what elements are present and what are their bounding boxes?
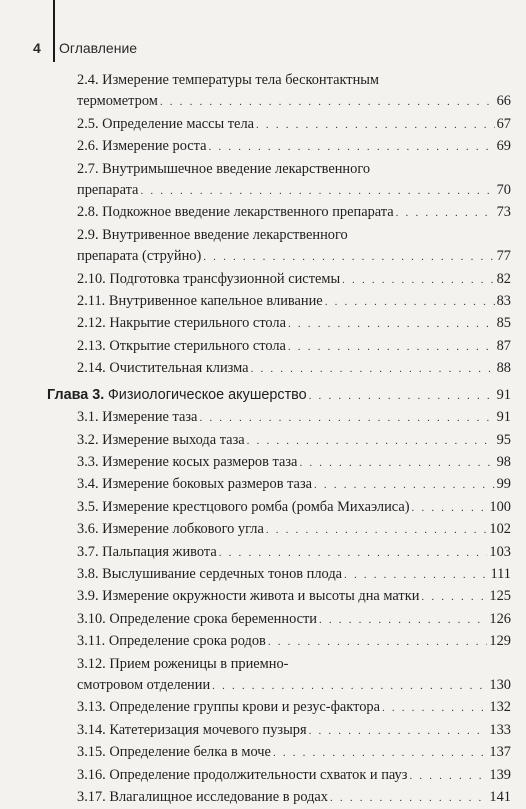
toc-entry	[77, 765, 511, 787]
toc-page-number: 85	[496, 315, 511, 332]
toc-entry	[77, 358, 511, 380]
chapter-heading	[47, 385, 511, 407]
dot-leader	[209, 137, 495, 158]
dot-leader	[330, 788, 487, 809]
dot-leader	[288, 337, 495, 358]
chapter-page-number: 91	[496, 386, 511, 403]
toc-entry	[77, 564, 511, 586]
toc-entry-title: 3.15. Определение белка в моче	[77, 744, 271, 761]
toc-page-number: 77	[496, 248, 511, 265]
toc-page-number: 70	[496, 182, 511, 199]
toc-entry	[77, 430, 511, 452]
toc-page-number: 141	[489, 789, 511, 805]
toc-entry-line	[77, 246, 511, 268]
toc-entry-title: 2.11. Внутривенное капельное вливание	[77, 293, 323, 310]
toc-entry	[77, 269, 511, 291]
toc-entry	[77, 787, 511, 809]
toc-page-number: 83	[496, 293, 511, 310]
toc-entry	[77, 497, 511, 519]
toc-entry-title: препарата	[77, 182, 139, 199]
dot-leader	[299, 453, 494, 474]
toc-entry	[77, 159, 511, 203]
toc-page-number: 103	[489, 543, 511, 560]
toc-entry	[77, 720, 511, 742]
toc-entry	[77, 313, 511, 335]
table-of-contents	[47, 70, 511, 809]
dot-leader	[342, 270, 494, 291]
toc-entry-line	[77, 519, 511, 541]
toc-entry-line	[77, 269, 511, 291]
dot-leader	[199, 408, 494, 429]
toc-page-number: 125	[489, 588, 511, 605]
toc-entry-title: термометром	[77, 93, 158, 110]
toc-page-number: 99	[496, 476, 511, 493]
toc-page-number: 69	[496, 138, 511, 155]
toc-page-number: 82	[496, 270, 511, 287]
toc-entry	[77, 631, 511, 653]
dot-leader	[256, 115, 495, 136]
toc-entry	[77, 586, 511, 608]
dot-leader	[266, 520, 488, 541]
toc-entry-line	[77, 474, 511, 496]
toc-page-number: 100	[489, 498, 511, 515]
toc-entry-title: 3.16. Определение продолжительности схваток и пауз	[77, 766, 408, 783]
dot-leader	[247, 431, 495, 452]
header-title: Оглавление	[59, 40, 138, 56]
toc-entry-line	[77, 202, 511, 224]
toc-entry-line	[77, 720, 511, 742]
toc-entry-title-first-line: 2.7. Внутримышечное введение лекарственного	[77, 160, 371, 177]
dot-leader	[314, 475, 495, 496]
toc-page-number: 111	[490, 565, 511, 582]
toc-entry-line	[77, 452, 511, 474]
page-number: 4	[33, 40, 41, 56]
dot-leader	[412, 498, 488, 519]
toc-entry	[77, 202, 511, 224]
toc-entry-title: 2.5. Определение массы тела	[77, 115, 255, 132]
toc-entry-line	[77, 765, 511, 787]
toc-entry-line	[77, 358, 511, 380]
toc-entry-title: 3.9. Измерение окружности живота и высоты дна матки	[77, 588, 420, 605]
toc-entry-title: 2.13. Открытие стерильного стола	[77, 337, 286, 354]
toc-entry	[77, 452, 511, 474]
toc-entry-title: 3.5. Измерение крестцового ромба (ромба Михаэлиса)	[77, 498, 410, 515]
toc-entry	[77, 742, 511, 764]
toc-entry-title: смотровом отделении	[77, 676, 211, 693]
toc-page-number: 129	[489, 633, 511, 650]
toc-entry-line	[77, 742, 511, 764]
toc-entry-line	[77, 407, 511, 429]
dot-leader	[268, 632, 488, 653]
toc-entry-line	[77, 542, 511, 564]
toc-entry-title: 3.1. Измерение таза	[77, 409, 198, 426]
toc-entry-line	[77, 609, 511, 631]
toc-entry-title: 3.2. Измерение выхода таза	[77, 431, 245, 448]
dot-leader	[273, 743, 487, 764]
toc-entry	[77, 70, 511, 114]
toc-entry-line	[77, 136, 511, 158]
toc-page-number: 102	[489, 521, 511, 538]
toc-entry-line	[77, 787, 511, 809]
toc-entry	[77, 225, 511, 269]
toc-page-number: 91	[496, 409, 511, 426]
toc-entry-line	[77, 430, 511, 452]
toc-page-number: 95	[496, 431, 511, 448]
toc-entry-title: 2.12. Накрытие стерильного стола	[77, 315, 286, 332]
chapter-title-wrap	[47, 385, 307, 406]
toc-entry-title: 2.10. Подготовка трансфузионной системы	[77, 270, 341, 287]
toc-entry-line	[77, 586, 511, 608]
running-header	[33, 40, 137, 56]
toc-entry-title: 3.4. Измерение боковых размеров таза	[77, 476, 313, 493]
toc-page-number: 139	[489, 766, 511, 783]
chapter-title: Физиологическое акушерство	[107, 386, 307, 403]
toc-entry	[77, 654, 511, 698]
toc-entry-line	[77, 114, 511, 136]
toc-page-number: 87	[496, 337, 511, 354]
toc-entry	[77, 136, 511, 158]
toc-entry-line	[77, 291, 511, 313]
toc-page-number: 73	[496, 204, 511, 221]
dot-leader	[344, 565, 488, 586]
toc-entry	[77, 474, 511, 496]
toc-entry-title: 3.17. Влагалищное исследование в родах	[77, 789, 329, 805]
dot-leader	[409, 766, 487, 787]
toc-page-number: 132	[489, 699, 511, 716]
toc-entry	[77, 697, 511, 719]
toc-page-number: 88	[496, 360, 511, 377]
toc-entry-line	[77, 336, 511, 358]
dot-leader	[382, 698, 487, 719]
toc-entry	[77, 407, 511, 429]
dot-leader	[219, 543, 488, 564]
chapter-line	[47, 385, 511, 407]
toc-entry-line	[77, 313, 511, 335]
toc-entry-line	[77, 180, 511, 202]
toc-entry-title: 3.8. Выслушивание сердечных тонов плода	[77, 565, 343, 582]
toc-entry-line	[77, 631, 511, 653]
toc-page-number: 66	[496, 93, 511, 110]
toc-entry-title: 3.7. Пальпация живота	[77, 543, 217, 560]
dot-leader	[140, 181, 494, 202]
dot-leader	[203, 247, 494, 268]
toc-page-number: 133	[489, 721, 511, 738]
dot-leader	[309, 386, 495, 407]
toc-entry-title: 3.11. Определение срока родов	[77, 633, 266, 650]
dot-leader	[309, 721, 488, 742]
toc-entry-title: 3.3. Измерение косых размеров таза	[77, 453, 298, 470]
toc-page-number: 130	[489, 676, 511, 693]
toc-entry-title-first-line: 2.4. Измерение температуры тела бесконтактным	[77, 72, 380, 88]
toc-page-number: 137	[489, 744, 511, 761]
toc-page-number: 126	[489, 610, 511, 627]
toc-entry-line	[77, 697, 511, 719]
toc-entry-title: 2.8. Подкожное введение лекарственного препарата	[77, 204, 394, 221]
toc-entry-title: 2.6. Измерение роста	[77, 138, 207, 155]
dot-leader	[396, 203, 495, 224]
toc-entry-title: 3.10. Определение срока беременности	[77, 610, 317, 627]
toc-entry	[77, 519, 511, 541]
toc-entry-line	[77, 564, 511, 586]
dot-leader	[319, 610, 487, 631]
toc-page-number: 98	[496, 453, 511, 470]
chapter-label: Глава 3.	[47, 386, 105, 403]
dot-leader	[325, 292, 495, 313]
toc-entry-title: 3.14. Катетеризация мочевого пузыря	[77, 721, 307, 738]
toc-entry-title: 2.14. Очистительная клизма	[77, 360, 249, 377]
dot-leader	[288, 314, 495, 335]
toc-entry	[77, 336, 511, 358]
dot-leader	[251, 359, 495, 380]
toc-entry-title: препарата (струйно)	[77, 248, 202, 265]
dot-leader	[421, 587, 487, 608]
toc-entry-title-first-line: 3.12. Прием роженицы в приемно-	[77, 655, 289, 672]
toc-entry-line	[77, 91, 511, 113]
toc-entry-title: 3.13. Определение группы крови и резус-фактора	[77, 699, 380, 716]
toc-entry-line	[77, 497, 511, 519]
toc-entry	[77, 114, 511, 136]
toc-entry-line	[77, 675, 511, 697]
dot-leader	[160, 92, 495, 113]
toc-entry	[77, 609, 511, 631]
toc-entry-title-first-line: 2.9. Внутривенное введение лекарственного	[77, 226, 348, 243]
dot-leader	[212, 676, 487, 697]
toc-page-number: 67	[496, 115, 511, 132]
toc-entry	[77, 291, 511, 313]
toc-entry-title: 3.6. Измерение лобкового угла	[77, 521, 264, 538]
toc-entry	[77, 542, 511, 564]
